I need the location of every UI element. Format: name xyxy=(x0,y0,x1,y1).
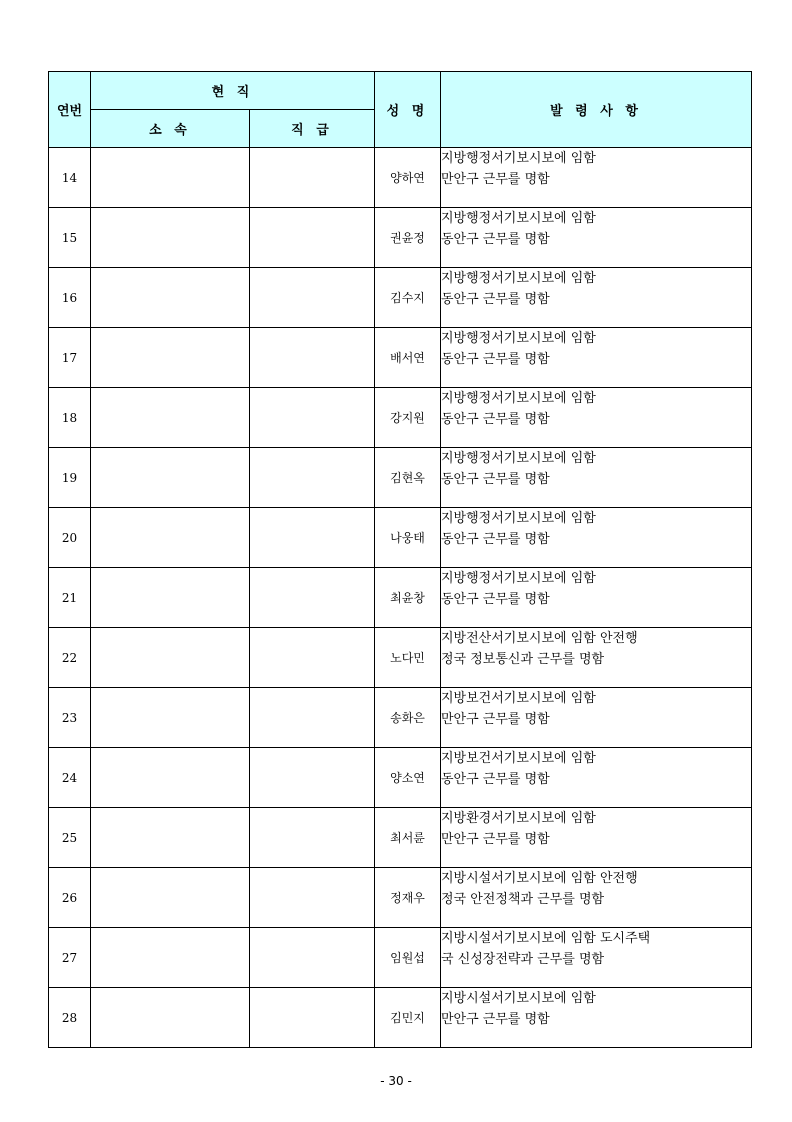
header-rank: 직 급 xyxy=(250,110,375,148)
serial-number: 16 xyxy=(49,268,91,328)
appointment-line-2: 동안구 근무를 명함 xyxy=(441,472,550,487)
rank-cell xyxy=(250,148,375,208)
appointment-line-1: 지방행정서기보시보에 임함 xyxy=(441,571,596,586)
appointment-line-1: 지방행정서기보시보에 임함 xyxy=(441,511,596,526)
appointment-details xyxy=(441,388,752,448)
appointment-details xyxy=(441,268,752,328)
affiliation-cell xyxy=(91,688,250,748)
serial-number: 18 xyxy=(49,388,91,448)
rank-cell xyxy=(250,388,375,448)
affiliation-cell xyxy=(91,148,250,208)
appointment-line-1: 지방행정서기보시보에 임함 xyxy=(441,151,596,166)
appointment-line-1: 지방행정서기보시보에 임함 xyxy=(441,211,596,226)
appointment-line-2: 동안구 근무를 명함 xyxy=(441,532,550,547)
rank-cell xyxy=(250,808,375,868)
affiliation-cell xyxy=(91,628,250,688)
affiliation-cell xyxy=(91,988,250,1048)
serial-number: 27 xyxy=(49,928,91,988)
header-affiliation: 소 속 xyxy=(91,110,250,148)
appointment-line-1: 지방행정서기보시보에 임함 xyxy=(441,331,596,346)
affiliation-cell xyxy=(91,388,250,448)
appointment-line-1: 지방행정서기보시보에 임함 xyxy=(441,391,596,406)
rank-cell xyxy=(250,208,375,268)
appointment-details xyxy=(441,208,752,268)
appointment-line-2: 만안구 근무를 명함 xyxy=(441,1012,550,1027)
affiliation-cell xyxy=(91,328,250,388)
table-row xyxy=(49,868,752,928)
person-name: 정재우 xyxy=(375,868,441,928)
rank-cell xyxy=(250,328,375,388)
appointment-line-1: 지방보건서기보시보에 임함 xyxy=(441,751,596,766)
rank-cell xyxy=(250,688,375,748)
appointment-line-2: 만안구 근무를 명함 xyxy=(441,832,550,847)
appointment-details xyxy=(441,148,752,208)
serial-number: 28 xyxy=(49,988,91,1048)
table-row xyxy=(49,808,752,868)
appointment-line-1: 지방행정서기보시보에 임함 xyxy=(441,271,596,286)
affiliation-cell xyxy=(91,808,250,868)
person-name: 임원섭 xyxy=(375,928,441,988)
affiliation-cell xyxy=(91,448,250,508)
appointment-line-1: 지방환경서기보시보에 임함 xyxy=(441,811,596,826)
person-name: 양소연 xyxy=(375,748,441,808)
appointment-line-2: 국 신성장전략과 근무를 명함 xyxy=(441,952,605,967)
rank-cell xyxy=(250,748,375,808)
person-name: 양하연 xyxy=(375,148,441,208)
appointment-line-2: 동안구 근무를 명함 xyxy=(441,592,550,607)
table-row xyxy=(49,748,752,808)
table-row xyxy=(49,208,752,268)
appointment-line-1: 지방전산서기보시보에 임함 안전행 xyxy=(441,631,638,646)
serial-number: 21 xyxy=(49,568,91,628)
appointment-details xyxy=(441,808,752,868)
appointment-details xyxy=(441,568,752,628)
appointment-line-2: 만안구 근무를 명함 xyxy=(441,712,550,727)
rank-cell xyxy=(250,928,375,988)
affiliation-cell xyxy=(91,208,250,268)
serial-number: 26 xyxy=(49,868,91,928)
appointment-line-1: 지방행정서기보시보에 임함 xyxy=(441,451,596,466)
appointment-details xyxy=(441,628,752,688)
table-row xyxy=(49,928,752,988)
serial-number: 23 xyxy=(49,688,91,748)
rank-cell xyxy=(250,508,375,568)
appointment-line-2: 정국 정보통신과 근무를 명함 xyxy=(441,652,605,667)
serial-number: 17 xyxy=(49,328,91,388)
serial-number: 20 xyxy=(49,508,91,568)
person-name: 송화은 xyxy=(375,688,441,748)
person-name: 김민지 xyxy=(375,988,441,1048)
person-name: 김현옥 xyxy=(375,448,441,508)
appointment-details xyxy=(441,868,752,928)
table-row xyxy=(49,628,752,688)
appointment-details xyxy=(441,448,752,508)
serial-number: 22 xyxy=(49,628,91,688)
person-name: 노다민 xyxy=(375,628,441,688)
table-row xyxy=(49,688,752,748)
person-name: 최윤창 xyxy=(375,568,441,628)
appointment-details xyxy=(441,688,752,748)
person-name: 배서연 xyxy=(375,328,441,388)
appointment-details xyxy=(441,328,752,388)
person-name: 나웅태 xyxy=(375,508,441,568)
table-row xyxy=(49,568,752,628)
appointment-line-2: 동안구 근무를 명함 xyxy=(441,412,550,427)
affiliation-cell xyxy=(91,508,250,568)
appointment-details xyxy=(441,508,752,568)
appointment-details xyxy=(441,988,752,1048)
rank-cell xyxy=(250,868,375,928)
header-appointment: 발 령 사 항 xyxy=(441,72,752,148)
header-name: 성 명 xyxy=(375,72,441,148)
table-row xyxy=(49,388,752,448)
appointment-line-2: 동안구 근무를 명함 xyxy=(441,292,550,307)
appointment-table xyxy=(48,71,752,1048)
affiliation-cell xyxy=(91,268,250,328)
page-number: - 30 - xyxy=(380,1074,412,1088)
person-name: 최서륜 xyxy=(375,808,441,868)
rank-cell xyxy=(250,448,375,508)
appointment-line-2: 만안구 근무를 명함 xyxy=(441,172,550,187)
rank-cell xyxy=(250,568,375,628)
serial-number: 25 xyxy=(49,808,91,868)
serial-number: 24 xyxy=(49,748,91,808)
table-row xyxy=(49,328,752,388)
appointment-line-2: 동안구 근무를 명함 xyxy=(441,352,550,367)
header-serial: 연번 xyxy=(49,72,91,148)
rank-cell xyxy=(250,628,375,688)
table-row xyxy=(49,448,752,508)
table-row xyxy=(49,988,752,1048)
serial-number: 15 xyxy=(49,208,91,268)
table-row xyxy=(49,148,752,208)
person-name: 강지원 xyxy=(375,388,441,448)
rank-cell xyxy=(250,988,375,1048)
header-current-position: 현 직 xyxy=(91,72,375,110)
serial-number: 14 xyxy=(49,148,91,208)
appointment-line-2: 정국 안전정책과 근무를 명함 xyxy=(441,892,605,907)
affiliation-cell xyxy=(91,868,250,928)
appointment-details xyxy=(441,928,752,988)
appointment-line-1: 지방시설서기보시보에 임함 안전행 xyxy=(441,871,638,886)
table-row xyxy=(49,268,752,328)
serial-number: 19 xyxy=(49,448,91,508)
appointment-line-2: 동안구 근무를 명함 xyxy=(441,772,550,787)
rank-cell xyxy=(250,268,375,328)
appointment-details xyxy=(441,748,752,808)
table-row xyxy=(49,508,752,568)
table-header xyxy=(49,72,752,148)
person-name: 김수지 xyxy=(375,268,441,328)
table-body xyxy=(49,148,752,1048)
person-name: 권윤정 xyxy=(375,208,441,268)
affiliation-cell xyxy=(91,748,250,808)
affiliation-cell xyxy=(91,568,250,628)
appointment-line-1: 지방시설서기보시보에 임함 xyxy=(441,991,596,1006)
appointment-line-1: 지방보건서기보시보에 임함 xyxy=(441,691,596,706)
affiliation-cell xyxy=(91,928,250,988)
appointment-line-2: 동안구 근무를 명함 xyxy=(441,232,550,247)
appointment-line-1: 지방시설서기보시보에 임함 도시주택 xyxy=(441,931,651,946)
